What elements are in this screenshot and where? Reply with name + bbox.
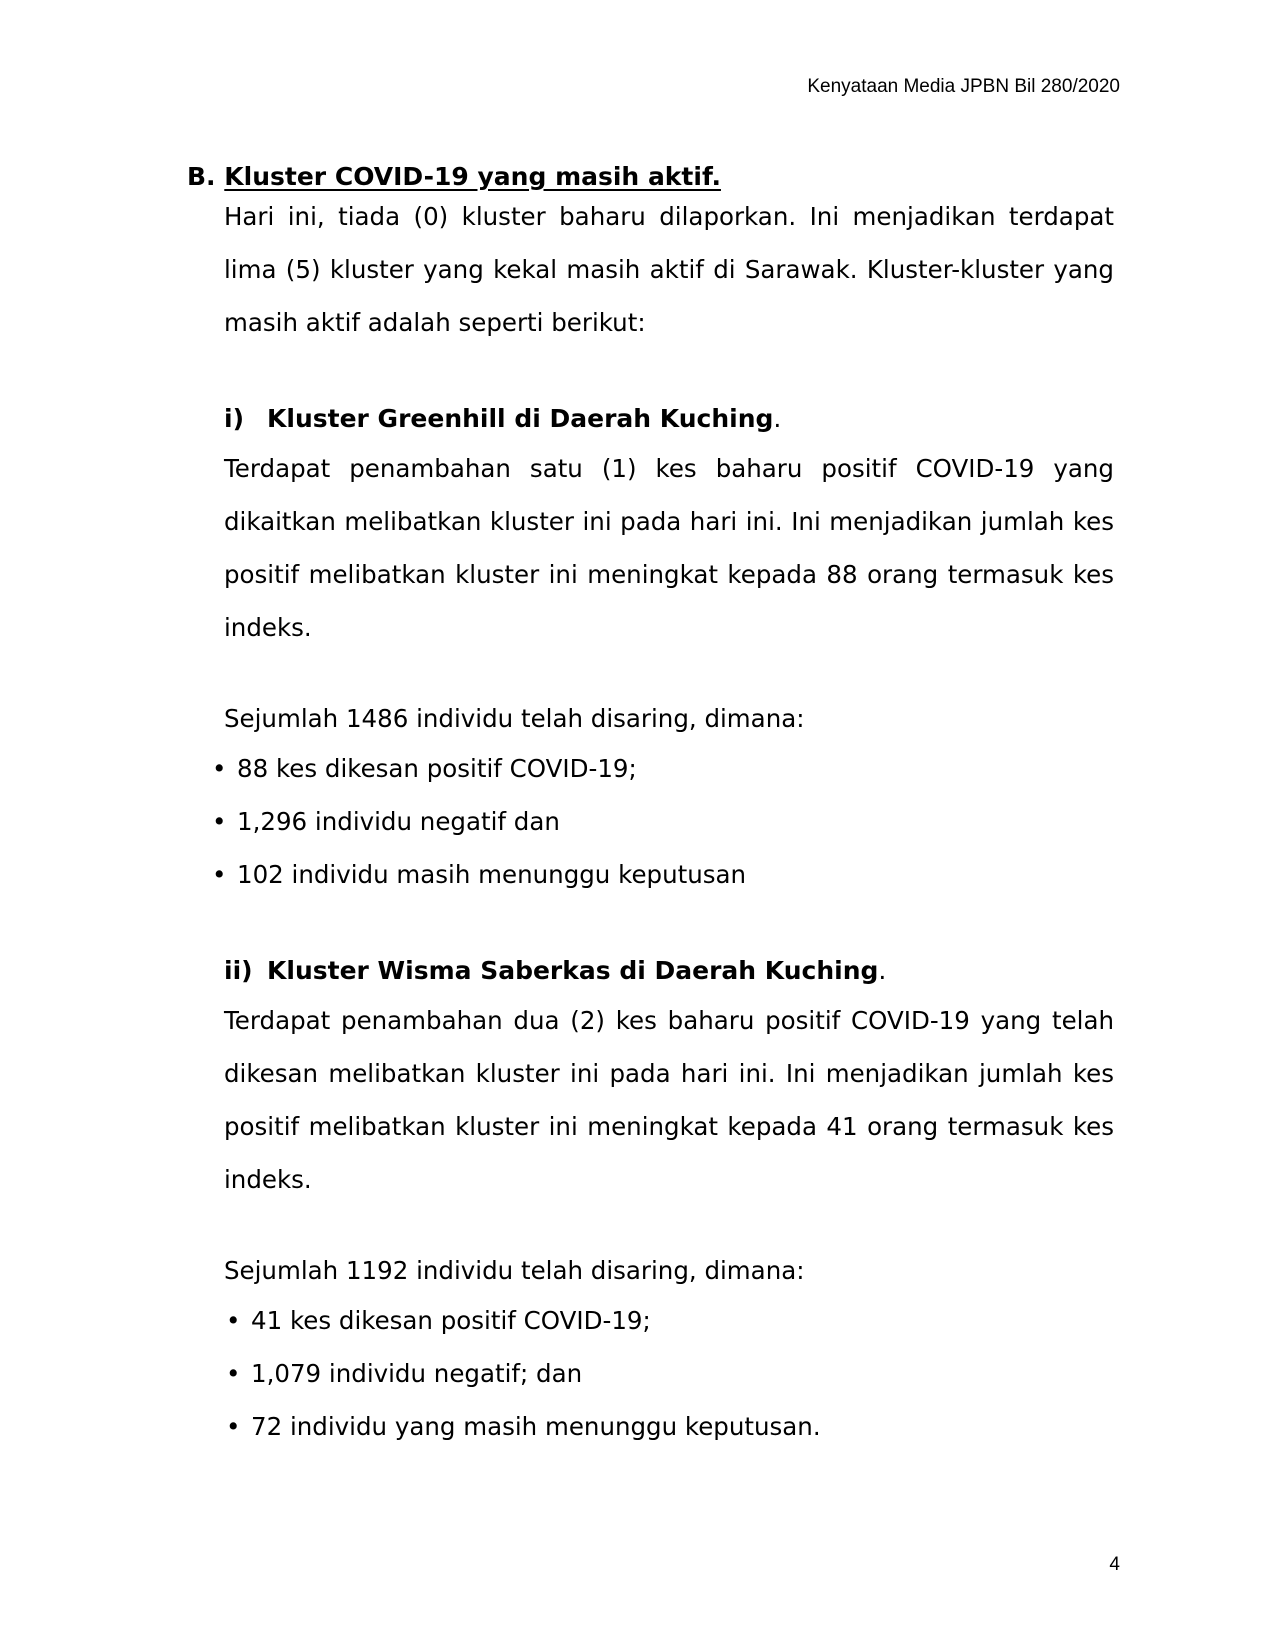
cluster-results-list <box>212 742 746 901</box>
list-item: • 41 kes dikesan positif COVID-19; <box>226 1294 821 1347</box>
cluster-title: Kluster Wisma Saberkas di Daerah Kuching <box>267 956 879 985</box>
list-item: • 1,079 individu negatif; dan <box>226 1347 821 1400</box>
list-item: • 72 individu yang masih menunggu keputusan. <box>226 1400 821 1453</box>
cluster-screened-summary: Sejumlah 1192 individu telah disaring, dimana: <box>224 1256 805 1285</box>
list-item: • 1,296 individu negatif dan <box>212 795 746 848</box>
cluster-heading: ii) Kluster Wisma Saberkas di Daerah Kuching. <box>224 944 886 997</box>
cluster-results-list <box>226 1294 821 1453</box>
cluster-screened-summary: Sejumlah 1486 individu telah disaring, dimana: <box>224 704 805 733</box>
section-title: Kluster COVID-19 yang masih aktif. <box>224 162 721 191</box>
cluster-paragraph: Terdapat penambahan dua (2) kes baharu positif COVID-19 yang telah dikesan melibatkan kluster ini pada hari ini. Ini menjadikan jumlah kes positif melibatkan kluster ini meningkat kepada 41 orang termasuk kes indeks. <box>224 1006 1114 1194</box>
page-header: Kenyataan Media JPBN Bil 280/2020 <box>807 76 1120 97</box>
cluster-heading: i) Kluster Greenhill di Daerah Kuching. <box>224 392 781 445</box>
page-number: 4 <box>1109 1554 1120 1575</box>
cluster-number: ii) <box>224 956 253 985</box>
cluster-number: i) <box>224 404 244 433</box>
cluster-title: Kluster Greenhill di Daerah Kuching <box>267 404 774 433</box>
section-label: B. <box>187 162 216 191</box>
list-item: • 88 kes dikesan positif COVID-19; <box>212 742 746 795</box>
list-item: • 102 individu masih menunggu keputusan <box>212 848 746 901</box>
cluster-paragraph: Terdapat penambahan satu (1) kes baharu positif COVID-19 yang dikaitkan melibatkan kluster ini pada hari ini. Ini menjadikan jumlah kes positif melibatkan kluster ini meningkat kepada 88 orang termasuk kes indeks. <box>224 454 1114 642</box>
section-intro: Hari ini, tiada (0) kluster baharu dilaporkan. Ini menjadikan terdapat lima (5) kluster yang kekal masih aktif di Sarawak. Kluster-kluster yang masih aktif adalah seperti berikut: <box>224 202 1114 337</box>
